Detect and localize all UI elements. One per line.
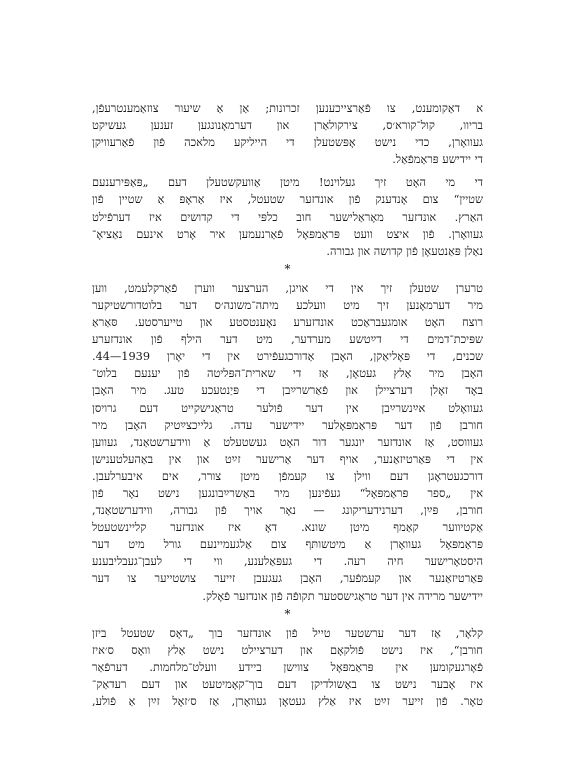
text-line: געוואָרן, כדי נישט אָפּשטעלן די הייליקע מלאכה פֿון פֿאַרעוויקן bbox=[92, 136, 483, 150]
text-line: די מי האָט זיך געלוינט! מיטן אַוועקשטעלן דעם „פּאַפּירענעם bbox=[92, 176, 483, 190]
paragraph-4 bbox=[92, 625, 483, 710]
text-line: טאָר. פֿון זייער זײַט איז אַלץ געטאָן געוואָרן, אַז ס׳זאָל זײַן אַ פֿולע, bbox=[92, 695, 483, 708]
text-line: שפּיכת־דמים די דײַטשע מערדער, מיט דער הילף פֿון אונדזערע bbox=[92, 333, 483, 347]
text-line: האַרץ. אונדזער מאָראַלישער חוב כלפּי די קדושים איז דערפֿילט bbox=[92, 210, 483, 224]
text-line: טרערן שטעלן זיך אין די אויגן, הערצער ווערן פֿאַרקלעמט, ווען bbox=[92, 281, 483, 295]
text-line: רוצח האָט אומגעבראַכט אונדזערע נאָענטסטע און טייערסטע. סּאַראַ bbox=[92, 316, 483, 330]
text-line: דורכגעטראָגן דעם ווילן צו קעמפֿן מיטן צורר, אים איבערלעבן. bbox=[92, 469, 483, 483]
text-line: שטיין“ צום אָנדענק פֿון אונדזער שטעטל, איז אַראָפּ אַ שטיין פֿון bbox=[92, 193, 483, 207]
text-line: היסטאָרישער חיה רעה. די געפּאַלענע, ווי די לעבן־געבליבענע bbox=[92, 555, 483, 569]
text-line: געוואָרן. פֿון איצט וועט פּראַמפּאָל פֿאַרנעמען איר אָרט אינעם נאַציאָ־ bbox=[92, 227, 483, 241]
text-line: נאַלן פּאַנטעאָן פֿון קדושה און גבורה. bbox=[326, 244, 483, 258]
text-line: האָבן מיר אַלץ געטאָן, אַז די שארית־הפּליטה פֿון יענעם בלוט־ bbox=[92, 367, 483, 381]
text-line: בריוו, קול־קורא׳ס, צירקולאַרן און דערמאָנונגען זענען געשיקט bbox=[92, 119, 483, 133]
text-line: פּאַרטיזאַנער און קעמפֿער, האָבן געגעבן זייער צושטייער צו דער bbox=[92, 572, 483, 586]
text-line: באָד זאָלן דערציילן און פֿאַרשרײַבן די פּיַנטעכע טעג. מיר האָבן bbox=[92, 384, 483, 398]
text-line: פּראַמפּאָל געוואָרן אַ מיטשותּף צום אַלגעמיינעם גורל מיט דער bbox=[92, 538, 483, 552]
text-line: איז אָבער נישט צו באַשולדיקן דעם בוך־קאָמיטעט און דעם רעדאַק־ bbox=[92, 677, 483, 691]
text-line: קלאָר, אַז דער ערשטער טייל פֿון אונדזער בוך „דאָס שטעטל ביזן bbox=[92, 626, 483, 640]
text-line: חורבן פֿון דער פּראַמפּאָלער יידישער עדה. גלייכצײַטיק האָבן מיר bbox=[92, 418, 483, 432]
text-line: א דאַקומענט, צו פֿאַרצייכענען זכרונות; אַן אַ שיעור צוזאַמענטרעפֿן, bbox=[92, 102, 483, 115]
text-line: חורבן“, איז נישט פֿולקאָם און דערציילט נישט אַלץ וואָס ס׳איז bbox=[92, 643, 483, 657]
text-line: געוווסט, אַז אונדזער יונגער דור האָט געשטעלט אַ ווידערשטאַנד, געווען bbox=[92, 435, 483, 449]
text-line: יידישער מרידה אין דער טראַגישסטער תקופֿה פֿון אונדזער פֿאָלק. bbox=[202, 589, 483, 603]
section-separator: * bbox=[284, 606, 291, 621]
text-line: אין „ספר פּראַמפּאָל“ געפֿינען מיר באַשרײַבונגען נישט נאָר פֿון bbox=[92, 486, 483, 500]
paragraph-2 bbox=[92, 174, 483, 259]
section-separator: * bbox=[284, 261, 291, 276]
text-line: שכנים, די פּאָליאַקן, האָבן אַדורכגעפֿירט אין די יאָרן 1939—44. bbox=[92, 350, 483, 364]
paragraph-1 bbox=[92, 100, 483, 168]
text-line: געוואָלט אײַנשרײַבן אין דער פֿולער טראַגישקייט דעם גרויסן bbox=[92, 401, 483, 415]
text-line: די יידישע פּראַמפֿאַל. bbox=[392, 153, 483, 167]
text-line: מיר דערמאָנען זיך מיט וועלכע מיתה־משונה׳ס דער בלוטדורשטיקער bbox=[92, 298, 483, 312]
text-line: אַקטיווער קאַמף מיטן שונא. דאָ איז אונדזער קליינשטעטל bbox=[92, 521, 483, 535]
text-line: אין די פּאַרטיזאַנער, אויף דער אַרישער זײַט און אין באַהעלטענישן bbox=[92, 452, 483, 466]
text-line: פֿאָרגעקומען אין פּראַמפּאָל צווישן ביידע וועלט־מלחמות. דערפֿאַר bbox=[92, 660, 483, 674]
paragraph-3 bbox=[92, 280, 483, 605]
text-line: חורבן, פּײַן, דערנידעריקונג — נאָר אויך פֿון גבורה, ווידערשטאַנד, bbox=[92, 504, 483, 518]
